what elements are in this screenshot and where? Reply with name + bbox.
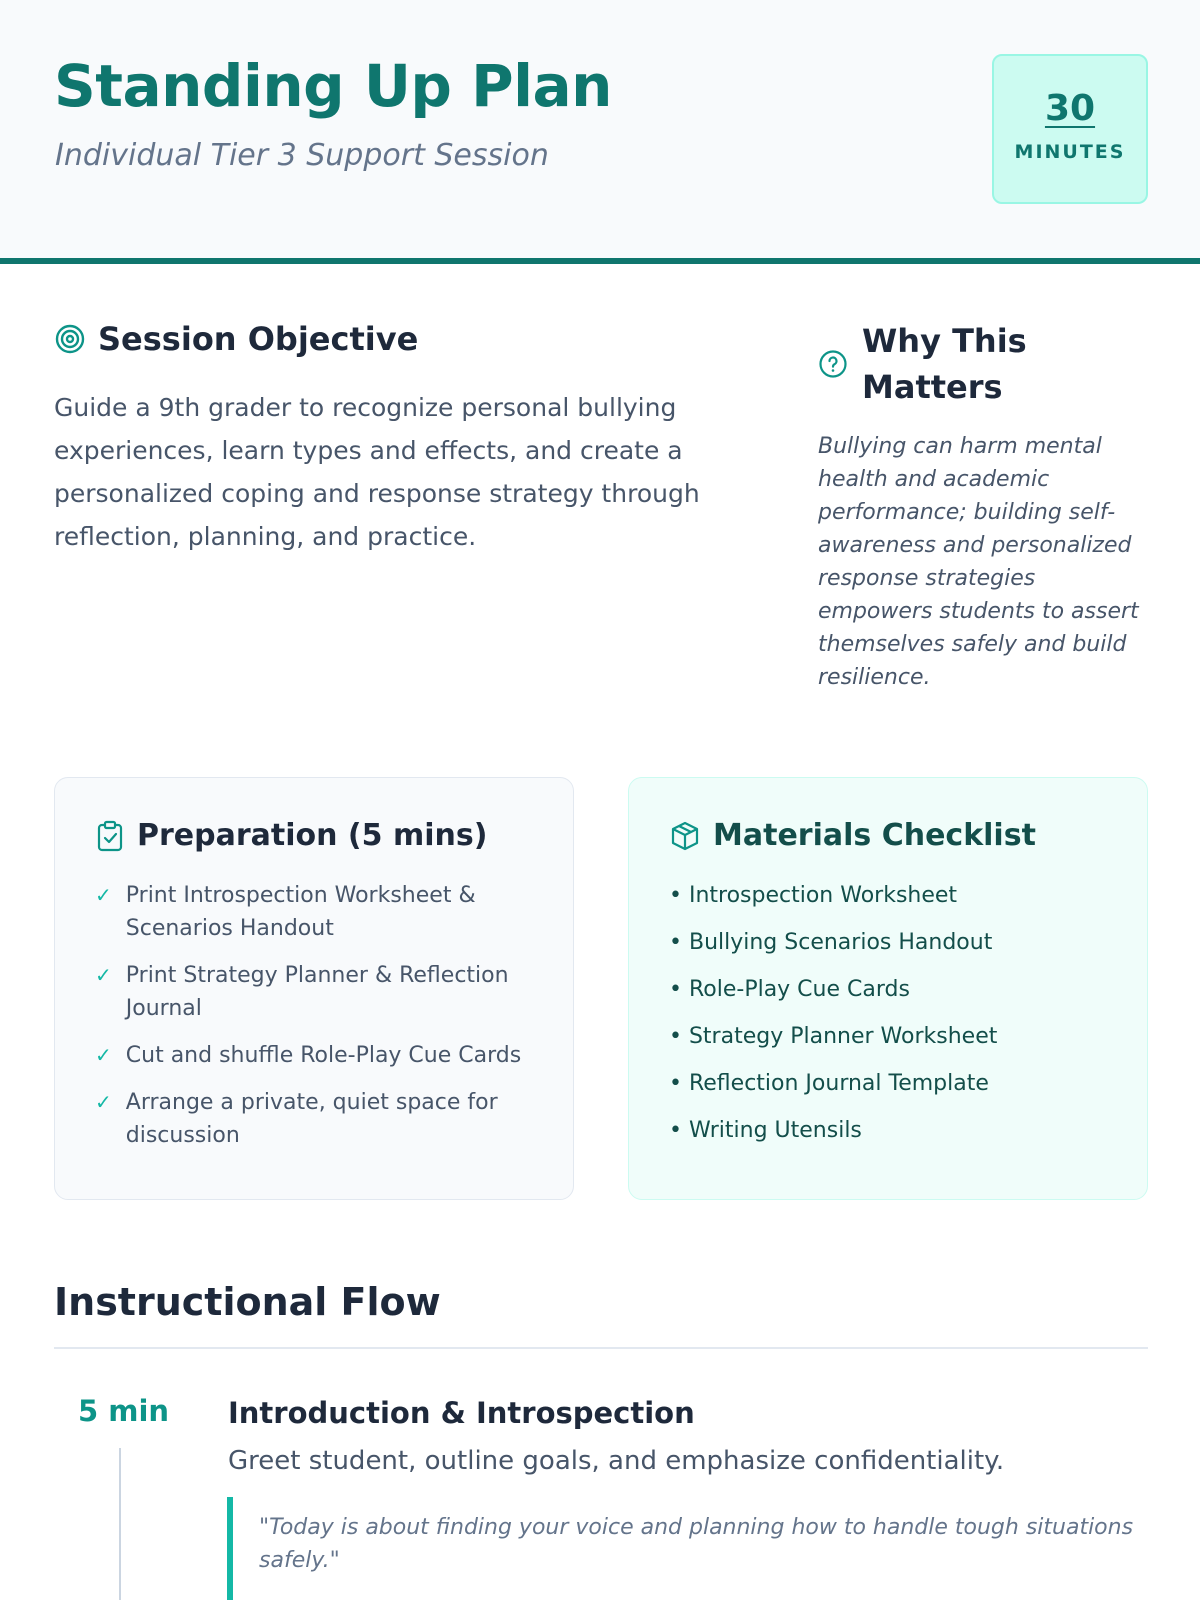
divider bbox=[54, 1347, 1148, 1349]
duration-badge bbox=[992, 54, 1148, 204]
objective-text: Guide a 9th grader to recognize personal bullying experiences, learn types and effects, and create a personalized coping and response strategy through reflection, planning, and practice. bbox=[54, 393, 700, 551]
page-header bbox=[0, 0, 1200, 264]
preparation-title: Preparation (5 mins) bbox=[137, 818, 488, 853]
materials-title: Materials Checklist bbox=[713, 818, 1036, 853]
materials-heading bbox=[669, 818, 1107, 853]
checkmark-icon: ✓ bbox=[95, 1043, 112, 1067]
why-text: Bullying can harm mental health and academic performance; building self-awareness and personalized response strategies empowers students to assert themselves safely and build resilience. bbox=[818, 434, 1139, 690]
list-item: • Role-Play Cue Cards bbox=[669, 977, 910, 1002]
why-heading bbox=[818, 318, 1092, 410]
objective-heading bbox=[54, 320, 418, 358]
materials-card bbox=[628, 777, 1148, 1200]
why-title: Why This Matters bbox=[862, 322, 1027, 406]
step-description: Greet student, outline goals, and emphasize confidentiality. bbox=[228, 1446, 1005, 1476]
flow-title: Instructional Flow bbox=[54, 1280, 441, 1324]
preparation-card bbox=[54, 777, 574, 1200]
objective-title: Session Objective bbox=[98, 320, 419, 358]
step-title: Introduction & Introspection bbox=[228, 1396, 695, 1430]
preparation-heading bbox=[95, 818, 533, 853]
list-item: • Introspection Worksheet bbox=[669, 883, 958, 908]
list-item: • Reflection Journal Template bbox=[669, 1071, 989, 1096]
step-quote: "Today is about finding your voice and planning how to handle tough situations safely." bbox=[227, 1497, 1148, 1600]
clipboard-check-icon bbox=[95, 820, 125, 852]
checkmark-icon: ✓ bbox=[95, 1090, 112, 1114]
list-item: ✓ Print Introspection Worksheet & Scenarios Handout bbox=[95, 879, 533, 945]
target-icon bbox=[54, 323, 86, 355]
duration-unit: MINUTES bbox=[1014, 141, 1126, 163]
materials-list bbox=[669, 879, 1107, 1147]
list-item: ✓ Cut and shuffle Role-Play Cue Cards bbox=[95, 1039, 533, 1072]
duration-value: 30 bbox=[1044, 88, 1096, 129]
preparation-list bbox=[95, 879, 533, 1152]
list-item: • Strategy Planner Worksheet bbox=[669, 1024, 998, 1049]
checkmark-icon: ✓ bbox=[95, 963, 112, 987]
list-item: ✓ Print Strategy Planner & Reflection Journal bbox=[95, 959, 533, 1025]
list-item: ✓ Arrange a private, quiet space for discussion bbox=[95, 1086, 533, 1152]
page-subtitle: Individual Tier 3 Support Session bbox=[55, 138, 549, 173]
question-circle-icon bbox=[818, 349, 848, 379]
list-item: • Writing Utensils bbox=[669, 1118, 862, 1143]
timeline-line bbox=[119, 1448, 121, 1600]
list-item: • Bullying Scenarios Handout bbox=[669, 930, 993, 955]
page-title: Standing Up Plan bbox=[54, 52, 612, 120]
package-icon bbox=[669, 820, 701, 852]
step-time: 5 min bbox=[78, 1394, 170, 1428]
checkmark-icon: ✓ bbox=[95, 883, 112, 907]
